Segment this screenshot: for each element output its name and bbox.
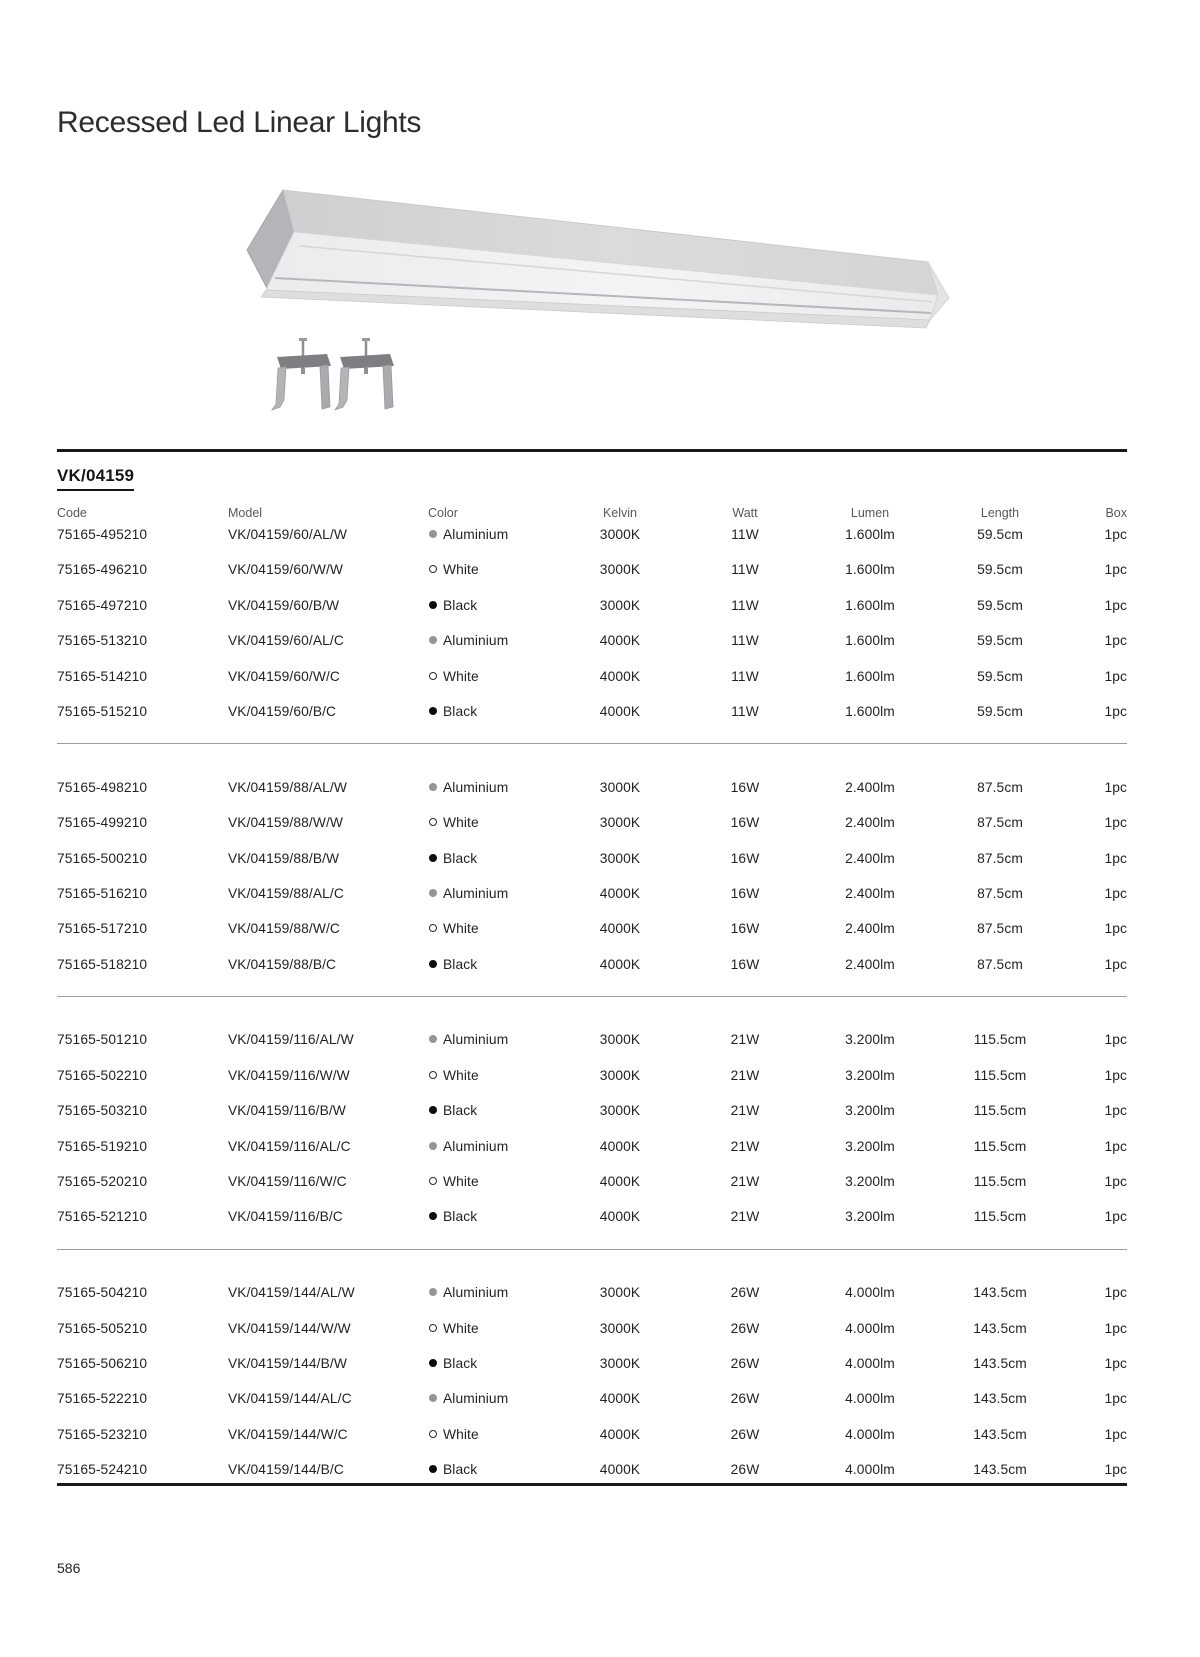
table-row (57, 597, 1127, 632)
cell-box: 1pc (1104, 527, 1127, 542)
cell-kelvin: 3000K (599, 527, 641, 542)
column-header-code: Code (57, 506, 87, 520)
column-header-watt: Watt (732, 506, 758, 520)
cell-color (428, 668, 560, 703)
cell-watt: 16W (730, 885, 760, 901)
cell-box: 1pc (1104, 1391, 1127, 1407)
cell-length: 115.5cm (973, 1032, 1027, 1048)
cell-length: 87.5cm (977, 779, 1023, 795)
cell-lumen: 2.400lm (845, 921, 895, 937)
cell-kelvin: 4000K (599, 1138, 641, 1154)
cell-kelvin: 4000K (599, 956, 641, 972)
cell-box: 1pc (1104, 1285, 1127, 1301)
cell-kelvin: 4000K (599, 921, 641, 937)
cell-code: 75165-519210 (57, 1138, 148, 1154)
cell-watt: 21W (730, 1103, 760, 1119)
cell-box: 1pc (1104, 921, 1127, 937)
cell-box: 1pc (1104, 1174, 1127, 1190)
cell-lumen: 4.000lm (845, 1320, 895, 1336)
cell-code: 75165-499210 (57, 815, 148, 831)
cell-lumen: 1.600lm (845, 527, 895, 542)
cell-kelvin: 4000K (599, 885, 641, 901)
mounting-clip (272, 338, 331, 410)
cell-box: 1pc (1104, 1067, 1127, 1083)
table-row (57, 920, 1127, 955)
cell-length: 59.5cm (977, 597, 1023, 613)
cell-code: 75165-516210 (57, 885, 148, 901)
cell-box: 1pc (1104, 1355, 1127, 1371)
table-row (57, 1031, 1127, 1066)
mounting-clip (335, 338, 394, 410)
color-label: White (443, 1320, 479, 1336)
table-row (57, 561, 1127, 596)
black-color-dot (429, 1106, 437, 1114)
color-label: White (443, 815, 479, 831)
cell-watt: 26W (730, 1320, 760, 1336)
cell-lumen: 4.000lm (845, 1285, 895, 1301)
cell-length: 115.5cm (973, 1174, 1027, 1190)
cell-model: VK/04159/88/W/W (228, 815, 343, 831)
cell-box: 1pc (1104, 668, 1127, 684)
column-header-lumen: Lumen (850, 506, 890, 520)
cell-watt: 11W (731, 597, 759, 613)
cell-watt: 26W (730, 1391, 760, 1407)
cell-color (428, 1173, 560, 1208)
table-row (57, 1390, 1127, 1425)
cell-model: VK/04159/88/AL/C (228, 885, 344, 901)
table-row (57, 1173, 1127, 1208)
cell-watt: 21W (730, 1174, 760, 1190)
cell-box: 1pc (1104, 956, 1127, 972)
cell-watt: 26W (730, 1285, 760, 1301)
cell-color (428, 956, 560, 991)
top-rule (57, 449, 1127, 452)
black-color-dot (429, 1465, 437, 1473)
group-separator-line (57, 743, 1127, 744)
cell-kelvin: 4000K (599, 703, 641, 719)
aluminium-color-dot (429, 1035, 437, 1043)
cell-box: 1pc (1104, 1462, 1127, 1478)
group-separator-line (57, 1249, 1127, 1250)
cell-lumen: 2.400lm (845, 850, 895, 866)
cell-watt: 16W (730, 956, 760, 972)
cell-code: 75165-496210 (57, 562, 148, 578)
group-separator (57, 1249, 1127, 1284)
cell-box: 1pc (1104, 1103, 1127, 1119)
cell-watt: 26W (730, 1355, 760, 1371)
cell-kelvin: 3000K (599, 597, 641, 613)
color-label: Black (443, 850, 478, 866)
table-header-row (57, 505, 1127, 521)
color-label: Black (443, 956, 478, 972)
color-label: Aluminium (443, 1391, 509, 1407)
black-color-dot (429, 854, 437, 862)
cell-lumen: 3.200lm (845, 1103, 895, 1119)
table-row (57, 1426, 1127, 1461)
cell-box: 1pc (1104, 779, 1127, 795)
white-color-dot (429, 1177, 437, 1185)
cell-color (428, 1031, 560, 1066)
table-row (57, 668, 1127, 703)
color-label: Black (443, 1462, 478, 1478)
cell-lumen: 3.200lm (845, 1209, 895, 1225)
cell-lumen: 4.000lm (845, 1462, 895, 1478)
fixture-illustration (247, 190, 949, 328)
color-label: White (443, 1067, 479, 1083)
cell-length: 87.5cm (977, 921, 1023, 937)
cell-code: 75165-522210 (57, 1391, 148, 1407)
cell-code: 75165-505210 (57, 1320, 148, 1336)
cell-color (428, 1320, 560, 1355)
white-color-dot (429, 1324, 437, 1332)
cell-watt: 21W (730, 1209, 760, 1225)
white-color-dot (429, 1071, 437, 1079)
cell-box: 1pc (1104, 703, 1127, 719)
cell-model: VK/04159/88/AL/W (228, 779, 347, 795)
product-image (225, 160, 965, 415)
cell-kelvin: 4000K (599, 1462, 641, 1478)
cell-color (428, 1426, 560, 1461)
cell-code: 75165-524210 (57, 1462, 148, 1478)
table-row (57, 885, 1127, 920)
cell-watt: 16W (730, 779, 760, 795)
aluminium-color-dot (429, 1288, 437, 1296)
cell-watt: 11W (731, 527, 759, 542)
cell-kelvin: 4000K (599, 1209, 641, 1225)
cell-color (428, 885, 560, 920)
cell-model: VK/04159/144/W/C (228, 1426, 348, 1442)
white-color-dot (429, 672, 437, 680)
cell-model: VK/04159/60/B/W (228, 597, 340, 613)
cell-lumen: 4.000lm (845, 1355, 895, 1371)
cell-lumen: 1.600lm (845, 633, 895, 649)
white-color-dot (429, 565, 437, 573)
cell-model: VK/04159/116/AL/C (228, 1138, 351, 1154)
cell-code: 75165-498210 (57, 779, 148, 795)
cell-code: 75165-497210 (57, 597, 148, 613)
color-label: Aluminium (443, 527, 509, 542)
cell-lumen: 2.400lm (845, 779, 895, 795)
color-label: Black (443, 597, 478, 613)
cell-code: 75165-502210 (57, 1067, 148, 1083)
cell-kelvin: 3000K (599, 815, 641, 831)
product-group (57, 1031, 1127, 1243)
section-heading: VK/04159 (57, 466, 134, 491)
cell-length: 143.5cm (973, 1320, 1027, 1336)
cell-watt: 16W (730, 815, 760, 831)
black-color-dot (429, 601, 437, 609)
cell-code: 75165-500210 (57, 850, 148, 866)
cell-model: VK/04159/88/W/C (228, 921, 340, 937)
group-separator-line (57, 996, 1127, 997)
cell-box: 1pc (1104, 885, 1127, 901)
aluminium-color-dot (429, 1142, 437, 1150)
table-row (57, 526, 1127, 561)
color-label: White (443, 921, 479, 937)
white-color-dot (429, 1430, 437, 1438)
cell-kelvin: 3000K (599, 1103, 641, 1119)
cell-color (428, 561, 560, 596)
cell-model: VK/04159/116/B/C (228, 1209, 343, 1225)
color-label: Aluminium (443, 1285, 509, 1301)
cell-watt: 16W (730, 921, 760, 937)
bottom-rule (57, 1483, 1127, 1486)
cell-code: 75165-520210 (57, 1174, 148, 1190)
cell-model: VK/04159/60/AL/C (228, 633, 344, 649)
cell-watt: 21W (730, 1032, 760, 1048)
column-header-model: Model (228, 506, 263, 520)
cell-lumen: 1.600lm (845, 703, 895, 719)
color-label: Aluminium (443, 885, 509, 901)
cell-kelvin: 3000K (599, 1032, 641, 1048)
color-label: Aluminium (443, 779, 509, 795)
cell-box: 1pc (1104, 1032, 1127, 1048)
cell-kelvin: 3000K (599, 1355, 641, 1371)
cell-length: 87.5cm (977, 956, 1023, 972)
cell-box: 1pc (1104, 850, 1127, 866)
cell-box: 1pc (1104, 597, 1127, 613)
cell-model: VK/04159/116/W/W (228, 1067, 350, 1083)
cell-code: 75165-521210 (57, 1209, 148, 1225)
product-group (57, 779, 1127, 991)
cell-box: 1pc (1104, 1426, 1127, 1442)
group-separator (57, 743, 1127, 778)
table-row (57, 1208, 1127, 1243)
cell-kelvin: 3000K (599, 1320, 641, 1336)
table-body (57, 526, 1127, 1497)
group-separator (57, 996, 1127, 1031)
cell-code: 75165-518210 (57, 956, 148, 972)
color-label: White (443, 668, 479, 684)
cell-box: 1pc (1104, 1138, 1127, 1154)
cell-length: 87.5cm (977, 885, 1023, 901)
black-color-dot (429, 1212, 437, 1220)
cell-color (428, 597, 560, 632)
cell-kelvin: 4000K (599, 1426, 641, 1442)
cell-code: 75165-501210 (57, 1032, 148, 1048)
cell-watt: 26W (730, 1426, 760, 1442)
cell-length: 59.5cm (977, 527, 1023, 542)
cell-model: VK/04159/88/B/C (228, 956, 337, 972)
black-color-dot (429, 960, 437, 968)
product-table (57, 505, 1127, 1497)
cell-model: VK/04159/144/W/W (228, 1320, 351, 1336)
cell-model: VK/04159/144/B/C (228, 1462, 344, 1478)
table-row (57, 1284, 1127, 1319)
table-row (57, 1355, 1127, 1390)
cell-color (428, 1208, 560, 1243)
cell-length: 115.5cm (973, 1138, 1027, 1154)
cell-kelvin: 3000K (599, 1285, 641, 1301)
cell-color (428, 1138, 560, 1173)
white-color-dot (429, 924, 437, 932)
cell-color (428, 1461, 560, 1496)
cell-length: 143.5cm (973, 1462, 1027, 1478)
cell-length: 59.5cm (977, 703, 1023, 719)
cell-color (428, 814, 560, 849)
cell-box: 1pc (1104, 633, 1127, 649)
aluminium-color-dot (429, 783, 437, 791)
cell-model: VK/04159/116/AL/W (228, 1032, 354, 1048)
cell-watt: 11W (731, 703, 759, 719)
color-label: Black (443, 1355, 478, 1371)
cell-code: 75165-506210 (57, 1355, 148, 1371)
cell-lumen: 3.200lm (845, 1067, 895, 1083)
cell-length: 59.5cm (977, 562, 1023, 578)
cell-color (428, 632, 560, 667)
page-number: 586 (57, 1560, 81, 1576)
cell-kelvin: 3000K (599, 850, 641, 866)
cell-color (428, 1390, 560, 1425)
product-group (57, 1284, 1127, 1496)
cell-length: 87.5cm (977, 850, 1023, 866)
cell-lumen: 2.400lm (845, 885, 895, 901)
table-row (57, 850, 1127, 885)
black-color-dot (429, 707, 437, 715)
color-label: White (443, 1426, 479, 1442)
table-row (57, 1102, 1127, 1137)
cell-watt: 11W (731, 562, 759, 578)
cell-color (428, 779, 560, 814)
cell-length: 115.5cm (973, 1103, 1027, 1119)
table-row (57, 632, 1127, 667)
cell-watt: 11W (731, 633, 759, 649)
cell-length: 115.5cm (973, 1067, 1027, 1083)
column-header-length: Length (980, 506, 1020, 520)
cell-length: 143.5cm (973, 1355, 1027, 1371)
cell-lumen: 4.000lm (845, 1391, 895, 1407)
cell-model: VK/04159/60/W/W (228, 562, 343, 578)
column-header-color: Color (428, 506, 458, 520)
cell-model: VK/04159/60/AL/W (228, 527, 347, 542)
cell-color (428, 920, 560, 955)
cell-box: 1pc (1104, 1320, 1127, 1336)
cell-box: 1pc (1104, 815, 1127, 831)
cell-code: 75165-523210 (57, 1426, 148, 1442)
color-label: Aluminium (443, 633, 509, 649)
cell-lumen: 4.000lm (845, 1426, 895, 1442)
color-label: Black (443, 1209, 478, 1225)
cell-length: 143.5cm (973, 1391, 1027, 1407)
cell-lumen: 1.600lm (845, 597, 895, 613)
cell-model: VK/04159/116/W/C (228, 1174, 347, 1190)
cell-code: 75165-517210 (57, 921, 148, 937)
cell-kelvin: 4000K (599, 633, 641, 649)
cell-length: 115.5cm (973, 1209, 1027, 1225)
cell-code: 75165-495210 (57, 527, 148, 542)
page-title: Recessed Led Linear Lights (57, 106, 422, 139)
color-label: Aluminium (443, 1032, 509, 1048)
table-row (57, 703, 1127, 738)
cell-length: 143.5cm (973, 1426, 1027, 1442)
cell-color (428, 1102, 560, 1137)
cell-code: 75165-504210 (57, 1285, 148, 1301)
cell-kelvin: 3000K (599, 562, 641, 578)
table-row (57, 1461, 1127, 1496)
cell-code: 75165-515210 (57, 703, 148, 719)
cell-model: VK/04159/144/B/W (228, 1355, 347, 1371)
cell-watt: 16W (730, 850, 760, 866)
table-row (57, 1138, 1127, 1173)
color-label: Black (443, 703, 478, 719)
cell-lumen: 1.600lm (845, 562, 895, 578)
white-color-dot (429, 818, 437, 826)
cell-length: 59.5cm (977, 668, 1023, 684)
cell-code: 75165-513210 (57, 633, 148, 649)
aluminium-color-dot (429, 530, 437, 538)
cell-watt: 11W (731, 668, 759, 684)
table-row (57, 956, 1127, 991)
cell-kelvin: 3000K (599, 779, 641, 795)
product-group (57, 526, 1127, 738)
color-label: White (443, 562, 479, 578)
cell-model: VK/04159/60/B/C (228, 703, 337, 719)
cell-kelvin: 3000K (599, 1067, 641, 1083)
cell-color (428, 1355, 560, 1390)
table-row (57, 1067, 1127, 1102)
cell-lumen: 3.200lm (845, 1138, 895, 1154)
cell-lumen: 1.600lm (845, 668, 895, 684)
cell-color (428, 526, 560, 561)
aluminium-color-dot (429, 1394, 437, 1402)
cell-code: 75165-514210 (57, 668, 148, 684)
cell-length: 143.5cm (973, 1285, 1027, 1301)
cell-watt: 21W (730, 1067, 760, 1083)
aluminium-color-dot (429, 636, 437, 644)
cell-length: 87.5cm (977, 815, 1023, 831)
cell-model: VK/04159/60/W/C (228, 668, 340, 684)
cell-color (428, 1284, 560, 1319)
color-label: White (443, 1174, 479, 1190)
cell-code: 75165-503210 (57, 1103, 148, 1119)
cell-lumen: 2.400lm (845, 956, 895, 972)
cell-model: VK/04159/88/B/W (228, 850, 340, 866)
table-row (57, 779, 1127, 814)
cell-model: VK/04159/144/AL/C (228, 1391, 352, 1407)
color-label: Black (443, 1103, 478, 1119)
cell-kelvin: 4000K (599, 1391, 641, 1407)
cell-model: VK/04159/116/B/W (228, 1103, 346, 1119)
column-header-kelvin: Kelvin (602, 506, 638, 520)
cell-model: VK/04159/144/AL/W (228, 1285, 355, 1301)
cell-watt: 26W (730, 1462, 760, 1478)
cell-length: 59.5cm (977, 633, 1023, 649)
column-header-box: Box (1105, 506, 1127, 520)
table-row (57, 1320, 1127, 1355)
cell-lumen: 2.400lm (845, 815, 895, 831)
cell-color (428, 703, 560, 738)
cell-box: 1pc (1104, 1209, 1127, 1225)
cell-color (428, 1067, 560, 1102)
cell-color (428, 850, 560, 885)
color-label: Aluminium (443, 1138, 509, 1154)
cell-lumen: 3.200lm (845, 1032, 895, 1048)
cell-box: 1pc (1104, 562, 1127, 578)
aluminium-color-dot (429, 889, 437, 897)
cell-watt: 21W (730, 1138, 760, 1154)
cell-kelvin: 4000K (599, 668, 641, 684)
cell-kelvin: 4000K (599, 1174, 641, 1190)
cell-lumen: 3.200lm (845, 1174, 895, 1190)
black-color-dot (429, 1359, 437, 1367)
table-row (57, 814, 1127, 849)
